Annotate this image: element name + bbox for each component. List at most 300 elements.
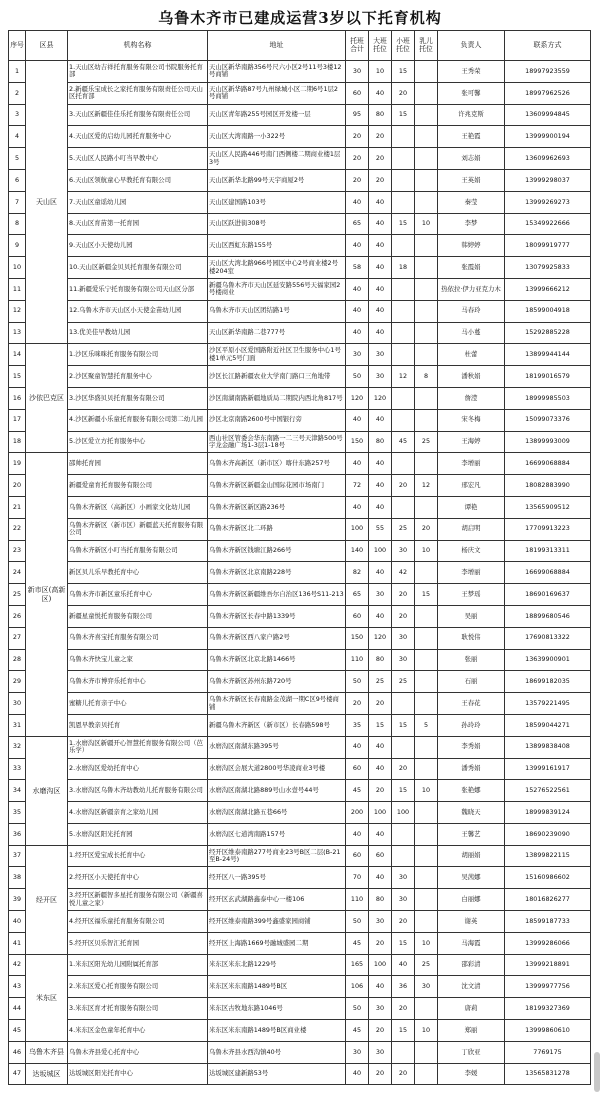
big-class-slots: 40 — [369, 300, 392, 322]
infant-slots: 10 — [415, 213, 438, 235]
person-in-charge: 李增丽 — [438, 562, 505, 584]
contact-phone: 13609994845 — [505, 104, 591, 126]
big-class-slots: 30 — [369, 911, 392, 933]
contact-phone: 18690239090 — [505, 823, 591, 845]
infant-slots: 25 — [415, 954, 438, 976]
total-slots: 150 — [346, 627, 369, 649]
table-row — [9, 540, 591, 562]
row-number: 10 — [9, 257, 26, 279]
org-address: 乌鲁木齐新区苏州东路720号 — [208, 671, 346, 693]
big-class-slots: 40 — [369, 322, 392, 344]
org-address: 水磨沟区南湖北路五巷66号 — [208, 802, 346, 824]
table-row — [9, 387, 591, 409]
contact-phone: 13999298037 — [505, 169, 591, 191]
small-class-slots — [392, 845, 415, 867]
row-number: 21 — [9, 496, 26, 518]
row-number: 11 — [9, 278, 26, 300]
total-slots: 150 — [346, 431, 369, 453]
table-row — [9, 780, 591, 802]
table-row — [9, 61, 591, 83]
contact-phone: 13579221495 — [505, 693, 591, 715]
org-address: 沙区北京南路2600号中国银行旁 — [208, 409, 346, 431]
table-row — [9, 954, 591, 976]
contact-phone: 15099073376 — [505, 409, 591, 431]
org-address: 乌鲁木齐新区新疆维吾尔自治区136号S11-213 — [208, 584, 346, 606]
row-number: 33 — [9, 758, 26, 780]
big-class-slots: 80 — [369, 889, 392, 911]
table-row — [9, 845, 591, 867]
contact-phone: 15292885228 — [505, 322, 591, 344]
org-address: 水磨沟区南湖北路889号山水壹号44号 — [208, 780, 346, 802]
small-class-slots: 30 — [392, 627, 415, 649]
org-address: 经开区维泰南路399号鑫盛家园商铺 — [208, 911, 346, 933]
table-row — [9, 867, 591, 889]
infant-slots: 15 — [415, 584, 438, 606]
org-address: 经开区八一路395号 — [208, 867, 346, 889]
org-address: 乌鲁木齐县水西沟镇40号 — [208, 1041, 346, 1063]
org-name: 2.米东区爱心托育服务有限公司 — [68, 976, 208, 998]
org-name: 3.沙区华盛贝贝托育服务有限公司 — [68, 387, 208, 409]
table-row — [9, 889, 591, 911]
row-number: 40 — [9, 911, 26, 933]
table-row — [9, 671, 591, 693]
table-row — [9, 562, 591, 584]
total-slots: 50 — [346, 998, 369, 1020]
total-slots: 60 — [346, 82, 369, 104]
infant-slots — [415, 344, 438, 366]
org-address: 天山区西虹东路155号 — [208, 235, 346, 257]
org-name: 新区贝儿乐早教托育中心 — [68, 562, 208, 584]
row-number: 26 — [9, 605, 26, 627]
person-in-charge: 吴丽 — [438, 605, 505, 627]
org-address: 西山社区管委会华东南路一二三号天津路500号宇龙金融广场1-3层1-18号 — [208, 431, 346, 453]
small-class-slots: 25 — [392, 671, 415, 693]
contact-phone: 18999985503 — [505, 387, 591, 409]
org-name: 11.新疆爱乐宁托育服务有限公司天山区分部 — [68, 278, 208, 300]
infant-slots — [415, 300, 438, 322]
contact-phone: 13999900194 — [505, 126, 591, 148]
table-row — [9, 126, 591, 148]
total-slots: 200 — [346, 802, 369, 824]
person-in-charge: 王馨艺 — [438, 823, 505, 845]
person-in-charge: 张丽 — [438, 649, 505, 671]
org-address: 米东区古牧地东路1046号 — [208, 998, 346, 1020]
infant-slots — [415, 802, 438, 824]
small-class-slots: 20 — [392, 605, 415, 627]
org-name: 乌鲁木齐县爱心托育中心 — [68, 1041, 208, 1063]
contact-phone: 15349922666 — [505, 213, 591, 235]
header-seq: 序号 — [9, 31, 26, 61]
org-address: 沙区南湖南路新疆地质局二期院内西北角817号 — [208, 387, 346, 409]
row-number: 43 — [9, 976, 26, 998]
total-slots: 40 — [346, 191, 369, 213]
total-slots: 40 — [346, 453, 369, 475]
big-class-slots: 40 — [369, 191, 392, 213]
small-class-slots: 15 — [392, 1020, 415, 1042]
total-slots: 95 — [346, 104, 369, 126]
small-class-slots — [392, 300, 415, 322]
row-number: 38 — [9, 867, 26, 889]
total-slots: 40 — [346, 1063, 369, 1085]
big-class-slots: 40 — [369, 867, 392, 889]
org-name: 4.水磨沟区新疆亲育之家幼儿园 — [68, 802, 208, 824]
big-class-slots: 100 — [369, 802, 392, 824]
person-in-charge: 詹滢 — [438, 387, 505, 409]
small-class-slots: 15 — [392, 932, 415, 954]
total-slots: 60 — [346, 845, 369, 867]
table-row — [9, 976, 591, 998]
contact-phone: 13999666212 — [505, 278, 591, 300]
big-class-slots: 40 — [369, 496, 392, 518]
small-class-slots: 15 — [392, 714, 415, 736]
person-in-charge: 沈文清 — [438, 976, 505, 998]
row-number: 1 — [9, 61, 26, 83]
infant-slots: 25 — [415, 431, 438, 453]
infant-slots — [415, 257, 438, 279]
person-in-charge: 马春玲 — [438, 300, 505, 322]
org-name: 新疆爱童育托育服务有限公司 — [68, 475, 208, 497]
person-in-charge: 谢英 — [438, 911, 505, 933]
total-slots: 50 — [346, 671, 369, 693]
table-row — [9, 148, 591, 170]
small-class-slots: 20 — [392, 82, 415, 104]
person-in-charge: 热依拉·伊力亚克力木 — [438, 278, 505, 300]
person-in-charge: 王艳霞 — [438, 126, 505, 148]
org-address: 新疆乌鲁木齐市天山区延安路556号天福家园2号楼商业 — [208, 278, 346, 300]
infant-slots: 10 — [415, 1020, 438, 1042]
big-class-slots: 120 — [369, 627, 392, 649]
person-in-charge: 马小蔓 — [438, 322, 505, 344]
person-in-charge: 马海霞 — [438, 932, 505, 954]
row-number: 25 — [9, 584, 26, 606]
table-row — [9, 82, 591, 104]
big-class-slots: 20 — [369, 126, 392, 148]
big-class-slots: 40 — [369, 278, 392, 300]
contact-phone: 18016826277 — [505, 889, 591, 911]
org-name: 3.米东区育才托育服务有限公司 — [68, 998, 208, 1020]
table-row — [9, 278, 591, 300]
total-slots: 82 — [346, 562, 369, 584]
org-name: 乌鲁木齐新区（高新区）小画家文化幼儿园 — [68, 496, 208, 518]
table-row — [9, 518, 591, 540]
person-in-charge: 王英娟 — [438, 169, 505, 191]
big-class-slots: 20 — [369, 693, 392, 715]
infant-slots — [415, 1041, 438, 1063]
big-class-slots: 40 — [369, 257, 392, 279]
person-in-charge: 吴茜娜 — [438, 867, 505, 889]
person-in-charge: 杜蕾 — [438, 344, 505, 366]
district-cell: 达坂城区 — [26, 1063, 68, 1085]
table-row — [9, 257, 591, 279]
infant-slots — [415, 496, 438, 518]
total-slots: 100 — [346, 518, 369, 540]
contact-phone: 16699068884 — [505, 453, 591, 475]
total-slots: 40 — [346, 235, 369, 257]
contact-phone: 13899944144 — [505, 344, 591, 366]
row-number: 30 — [9, 693, 26, 715]
row-number: 6 — [9, 169, 26, 191]
total-slots: 35 — [346, 714, 369, 736]
row-number: 46 — [9, 1041, 26, 1063]
big-class-slots: 30 — [369, 998, 392, 1020]
org-address: 乌鲁木齐高新区（新市区）喀什东路257号 — [208, 453, 346, 475]
contact-phone: 13999977756 — [505, 976, 591, 998]
org-address: 天山区建国路103号 — [208, 191, 346, 213]
infant-slots — [415, 867, 438, 889]
document-title: 乌鲁木齐市已建成运营3岁以下托育机构 — [158, 9, 442, 27]
row-number: 45 — [9, 1020, 26, 1042]
row-number: 27 — [9, 627, 26, 649]
total-slots: 65 — [346, 213, 369, 235]
infant-slots — [415, 758, 438, 780]
contact-phone: 13565909512 — [505, 496, 591, 518]
big-class-slots: 20 — [369, 148, 392, 170]
person-in-charge: 唐莉 — [438, 998, 505, 1020]
infant-slots: 30 — [415, 976, 438, 998]
infant-slots — [415, 104, 438, 126]
person-in-charge: 韩婷婷 — [438, 235, 505, 257]
small-class-slots — [392, 169, 415, 191]
small-class-slots: 18 — [392, 257, 415, 279]
contact-phone: 18082883990 — [505, 475, 591, 497]
small-class-slots — [392, 191, 415, 213]
table-row — [9, 169, 591, 191]
big-class-slots: 40 — [369, 82, 392, 104]
infant-slots — [415, 736, 438, 758]
total-slots: 40 — [346, 823, 369, 845]
org-name: 乌鲁木齐快宝儿童之家 — [68, 649, 208, 671]
org-name: 5.沙区爱立方托育服务中心 — [68, 431, 208, 453]
org-name: 2.经开区小天使托育中心 — [68, 867, 208, 889]
total-slots: 165 — [346, 954, 369, 976]
row-number: 13 — [9, 322, 26, 344]
infant-slots: 10 — [415, 932, 438, 954]
org-name: 1.米东区阳光幼儿园附属托育部 — [68, 954, 208, 976]
person-in-charge: 李媛 — [438, 1063, 505, 1085]
row-number: 4 — [9, 126, 26, 148]
person-in-charge: 邢宏凡 — [438, 475, 505, 497]
contact-phone: 18899680546 — [505, 605, 591, 627]
row-number: 28 — [9, 649, 26, 671]
big-class-slots: 100 — [369, 954, 392, 976]
small-class-slots — [392, 235, 415, 257]
row-number: 35 — [9, 802, 26, 824]
infant-slots — [415, 562, 438, 584]
row-number: 12 — [9, 300, 26, 322]
org-address: 水磨沟区会展大道2800号华凌商业3号楼 — [208, 758, 346, 780]
org-name: 乌鲁木齐市博弈乐托育中心 — [68, 671, 208, 693]
person-in-charge: 孙玲玲 — [438, 714, 505, 736]
contact-phone: 17690813322 — [505, 627, 591, 649]
total-slots: 30 — [346, 61, 369, 83]
org-name: 乌鲁木齐喜宝托育服务有限公司 — [68, 627, 208, 649]
small-class-slots: 20 — [392, 911, 415, 933]
org-name: 1.天山区幼吉祥托育服务有限公司书院服务托育部 — [68, 61, 208, 83]
big-class-slots: 80 — [369, 431, 392, 453]
person-in-charge: 王秀荣 — [438, 61, 505, 83]
header-district: 区县 — [26, 31, 68, 61]
infant-slots — [415, 278, 438, 300]
big-class-slots: 30 — [369, 584, 392, 606]
row-number: 39 — [9, 889, 26, 911]
small-class-slots — [392, 823, 415, 845]
table-row — [9, 802, 591, 824]
table-row — [9, 453, 591, 475]
big-class-slots: 40 — [369, 213, 392, 235]
infant-slots — [415, 649, 438, 671]
person-in-charge: 王梦瑶 — [438, 584, 505, 606]
small-class-slots: 30 — [392, 867, 415, 889]
small-class-slots — [392, 322, 415, 344]
table-row — [9, 1041, 591, 1063]
contact-phone: 13639900901 — [505, 649, 591, 671]
row-number: 22 — [9, 518, 26, 540]
table-row — [9, 911, 591, 933]
total-slots: 60 — [346, 605, 369, 627]
person-in-charge: 王春花 — [438, 693, 505, 715]
row-number: 32 — [9, 736, 26, 758]
person-in-charge: 邵彩清 — [438, 954, 505, 976]
row-number: 37 — [9, 845, 26, 867]
org-address: 水磨沟区南湖东路395号 — [208, 736, 346, 758]
infant-slots — [415, 998, 438, 1020]
person-in-charge: 张艳娜 — [438, 780, 505, 802]
table-row — [9, 1063, 591, 1085]
org-address: 乌鲁木齐新区长春南路金茂湖一期C区9号楼商铺 — [208, 693, 346, 715]
org-name: 蜜糖儿托育亲子中心 — [68, 693, 208, 715]
total-slots: 50 — [346, 366, 369, 388]
small-class-slots: 15 — [392, 61, 415, 83]
small-class-slots: 15 — [392, 780, 415, 802]
scrollbar-thumb[interactable] — [594, 1052, 600, 1092]
org-address: 天山区新华北路99号天宇商厦2号 — [208, 169, 346, 191]
district-cell: 天山区 — [26, 61, 68, 344]
person-in-charge: 耿悦伟 — [438, 627, 505, 649]
table-row — [9, 300, 591, 322]
row-number: 34 — [9, 780, 26, 802]
row-number: 9 — [9, 235, 26, 257]
header-person: 负责人 — [438, 31, 505, 61]
header-name: 机构名称 — [68, 31, 208, 61]
contact-phone: 18997923559 — [505, 61, 591, 83]
small-class-slots — [392, 1041, 415, 1063]
small-class-slots: 20 — [392, 475, 415, 497]
total-slots: 45 — [346, 932, 369, 954]
small-class-slots — [392, 453, 415, 475]
org-address: 经开区维泰南路277号商业23号B区二层(B-21至B-24号) — [208, 845, 346, 867]
table-row — [9, 584, 591, 606]
big-class-slots: 120 — [369, 387, 392, 409]
table-row — [9, 104, 591, 126]
org-address: 天山区跃进街308号 — [208, 213, 346, 235]
org-name: 乌鲁木齐新区（新市区）新疆蓝天托育服务有限公司 — [68, 518, 208, 540]
big-class-slots: 100 — [369, 540, 392, 562]
contact-phone: 7769175 — [505, 1041, 591, 1063]
table-row — [9, 1020, 591, 1042]
infant-slots — [415, 671, 438, 693]
total-slots: 40 — [346, 322, 369, 344]
big-class-slots: 20 — [369, 169, 392, 191]
contact-phone: 13999269273 — [505, 191, 591, 213]
district-cell: 新市区(高新区) — [26, 453, 68, 736]
header-small: 小班托位 — [392, 31, 415, 61]
total-slots: 30 — [346, 344, 369, 366]
contact-phone: 13999286066 — [505, 932, 591, 954]
table-row — [9, 431, 591, 453]
small-class-slots — [392, 278, 415, 300]
row-number: 5 — [9, 148, 26, 170]
table-row — [9, 496, 591, 518]
total-slots: 60 — [346, 758, 369, 780]
small-class-slots: 42 — [392, 562, 415, 584]
big-class-slots: 30 — [369, 366, 392, 388]
small-class-slots: 36 — [392, 976, 415, 998]
total-slots: 40 — [346, 300, 369, 322]
contact-phone: 13999860610 — [505, 1020, 591, 1042]
row-number: 7 — [9, 191, 26, 213]
small-class-slots: 30 — [392, 649, 415, 671]
big-class-slots: 40 — [369, 409, 392, 431]
total-slots: 20 — [346, 169, 369, 191]
contact-phone: 18099919777 — [505, 235, 591, 257]
big-class-slots: 30 — [369, 1041, 392, 1063]
infant-slots — [415, 409, 438, 431]
big-class-slots: 30 — [369, 344, 392, 366]
table-row — [9, 693, 591, 715]
person-in-charge: 郑丽 — [438, 1020, 505, 1042]
person-in-charge: 潘秀娟 — [438, 758, 505, 780]
person-in-charge: 秦莹 — [438, 191, 505, 213]
table-row — [9, 758, 591, 780]
small-class-slots: 25 — [392, 518, 415, 540]
infant-slots: 12 — [415, 475, 438, 497]
total-slots: 72 — [346, 475, 369, 497]
infant-slots — [415, 235, 438, 257]
big-class-slots: 20 — [369, 1063, 392, 1085]
infant-slots — [415, 911, 438, 933]
small-class-slots — [392, 126, 415, 148]
row-number: 15 — [9, 366, 26, 388]
total-slots: 106 — [346, 976, 369, 998]
org-name: 1.沙区乐咪咪托育服务有限公司 — [68, 344, 208, 366]
total-slots: 40 — [346, 409, 369, 431]
district-cell: 经开区 — [26, 845, 68, 954]
org-name: 2.沙区聚童智慧托育服务中心 — [68, 366, 208, 388]
infant-slots — [415, 82, 438, 104]
small-class-slots: 45 — [392, 431, 415, 453]
org-name: 3.经开区新疆智多星托育服务有限公司（新疆喜悦儿童之家） — [68, 889, 208, 911]
org-name: 达坂城区阳光托育中心 — [68, 1063, 208, 1085]
org-address: 天山区大湾南路一小322号 — [208, 126, 346, 148]
small-class-slots — [392, 496, 415, 518]
row-number: 18 — [9, 431, 26, 453]
big-class-slots: 25 — [369, 671, 392, 693]
infant-slots — [415, 1063, 438, 1085]
org-address: 经开区玄武湖路鑫泰中心一楼106 — [208, 889, 346, 911]
table-body — [9, 61, 591, 1085]
total-slots: 20 — [346, 148, 369, 170]
org-name: 4.天山区爱的启幼儿园托育服务中心 — [68, 126, 208, 148]
small-class-slots: 20 — [392, 758, 415, 780]
org-address: 天山区新华南路356号尺六小区2号11号3楼12号商铺 — [208, 61, 346, 83]
small-class-slots: 20 — [392, 998, 415, 1020]
big-class-slots: 60 — [369, 845, 392, 867]
big-class-slots: 40 — [369, 758, 392, 780]
infant-slots: 10 — [415, 540, 438, 562]
infant-slots — [415, 845, 438, 867]
total-slots: 58 — [346, 257, 369, 279]
person-in-charge: 杨庆文 — [438, 540, 505, 562]
